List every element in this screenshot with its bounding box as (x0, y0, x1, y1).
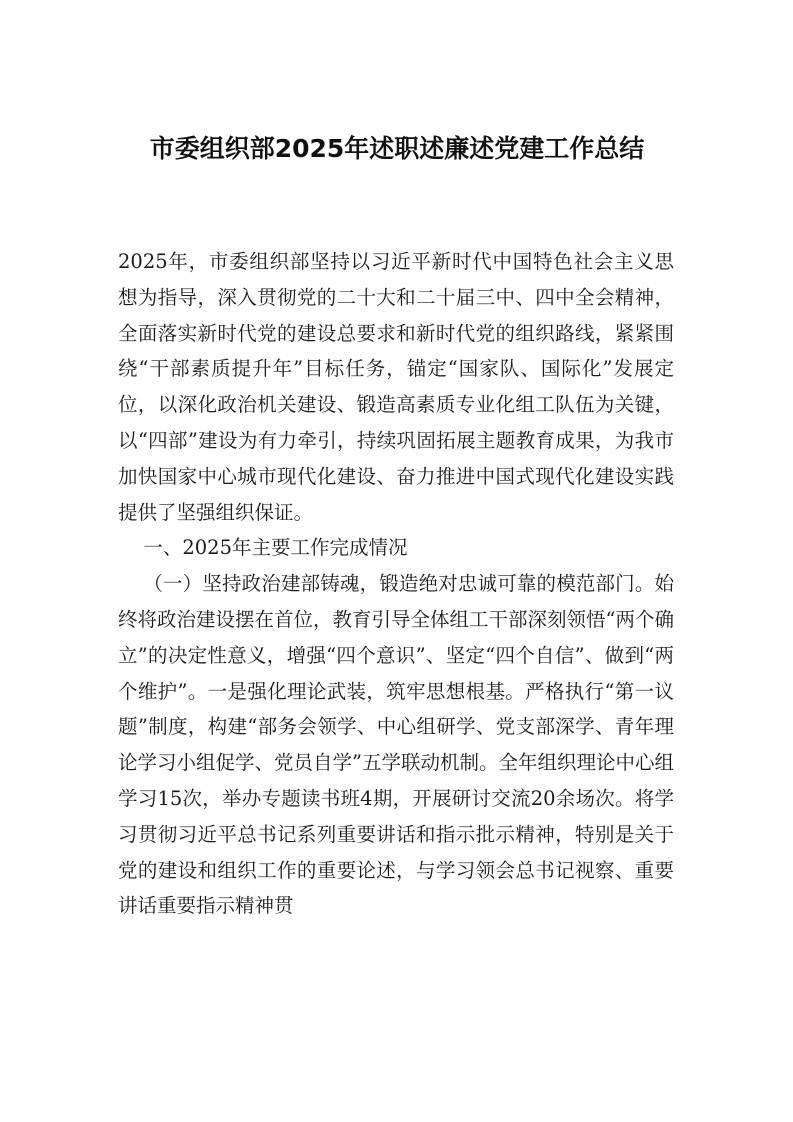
intro-paragraph: 2025年，市委组织部坚持以习近平新时代中国特色社会主义思想为指导，深入贯彻党的二十大和二十届三中、四中全会精神，全面落实新时代党的建设总要求和新时代党的组织路线，紧紧围绕“干部素质提升年”目标任务，锚定“国家队、国际化”发展定位，以深化政治机关建设、锻造高素质专业化组工队伍为关键，以“四部”建设为有力牵引，持续巩固拓展主题教育成果，为我市加快国家中心城市现代化建设、奋力推进中国式现代化建设实践提供了坚强组织保证。 (118, 250, 674, 524)
document-title: 市委组织部2025年述职述廉述党建工作总结 (149, 134, 645, 163)
section-heading: 一、2025年主要工作完成情况 (143, 536, 408, 560)
document-body (118, 244, 674, 924)
subsection-paragraph: （一）坚持政治建部铸魂，锻造绝对忠诚可靠的模范部门。始终将政治建设摆在首位，教育引导全体组工干部深刻领悟“两个确立”的决定性意义，增强“四个意识”、坚定“四个自信”、做到“两个维护”。一是强化理论武装，筑牢思想根基。严格执行“第一议题”制度，构建“部务会领学、中心组研学、党支部深学、青年理论学习小组促学、党员自学”五学联动机制。全年组织理论中心组学习15次，举办专题读书班4期，开展研讨交流20余场次。将学习贯彻习近平总书记系列重要讲话和指示批示精神，特别是关于党的建设和组织工作的重要论述，与学习领会总书记视察、重要讲话重要指示精神贯 (118, 572, 674, 918)
